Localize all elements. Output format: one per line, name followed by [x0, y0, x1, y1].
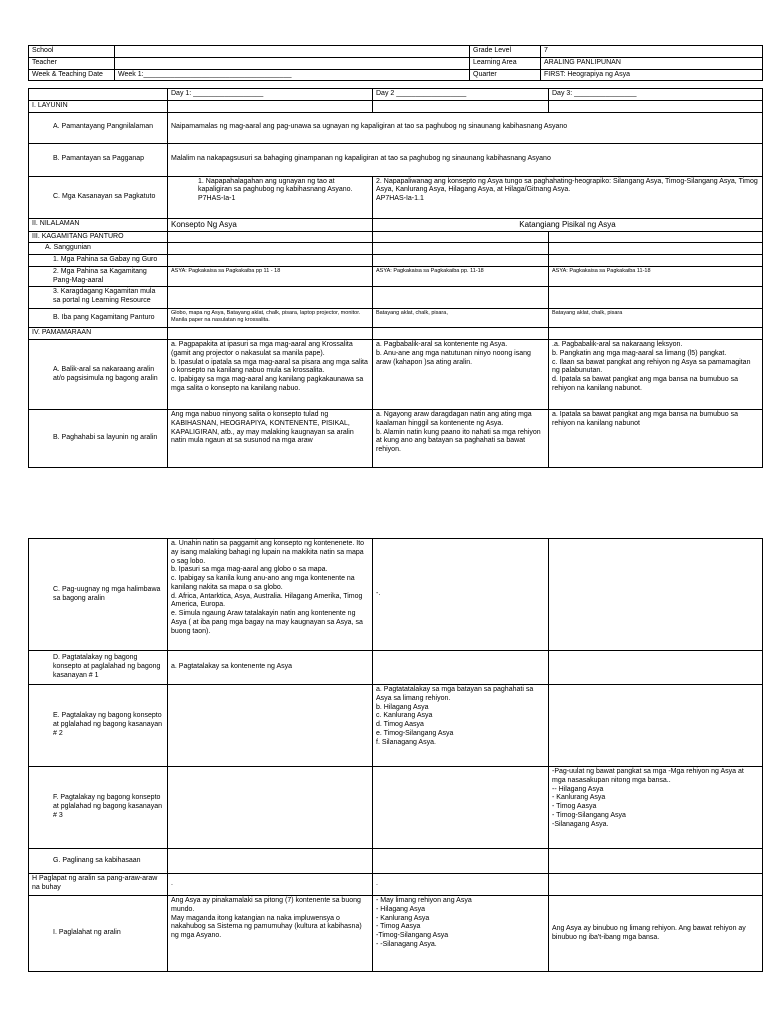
pamantayan-pagganap-text: Malalim na nakapagsusuri sa bahaging ginampanan ng kapaligiran at tao sa paghubog ng sinaunang kabihasnang Asyano [168, 143, 763, 176]
learning-area-label: Learning Area [470, 57, 541, 69]
paglalahat-day1: Ang Asya ay pinakamalaki sa pitong (7) kontenente sa buong mundo. May maganda itong katangian na naka impluwensya o nakahubog sa Sistema ng pamumuhay (kultura at kabihasna) ng mga Asyano. [168, 896, 373, 972]
pahina-mag-aaral-label: 2. Mga Pahina sa Kagamitang Pang-Mag-aaral [29, 266, 168, 287]
quarter-label: Quarter [470, 69, 541, 81]
pamantayang-pangnilalaman-label: A. Pamantayang Pangnilalaman [29, 112, 168, 143]
paglinang-label: G. Paglinang sa kabihasaan [29, 849, 168, 874]
gabay-guro-label: 1. Mga Pahina sa Gabay ng Guro [29, 255, 168, 267]
paghahabi-day3: a. Ipatala sa bawat pangkat ang mga bansa na bumubuo sa rehiyon na kanilang nabunot [549, 410, 763, 468]
nilalaman-title: II. NILALAMAN [29, 218, 168, 231]
paglapat-label: H Paglapat ng aralin sa pang-araw-araw na buhay [29, 874, 168, 896]
teacher-label: Teacher [29, 57, 115, 69]
grade-level-label: Grade Level [470, 46, 541, 58]
pagtalakay-3-label: F. Pagtalakay ng bagong konsepto at pglalahad ng bagong kasanayan # 3 [29, 767, 168, 849]
balik-aral-day2: a. Pagbabalik-aral sa kontenente ng Asya. b. Anu-ane ang mga natutunan ninyo noong isang araw (kahapon )sa ating aralin. [373, 340, 549, 410]
pag-uugnay-day1: a. Unahin natin sa paggamit ang konsepto ng kontenenete. Ito ay isang malaking bahagi ng lupain na makikita natin sa mapa o sag lobo. b. Ipasuri sa mga mag-aaral ang globo o sa mapa. c. Ipabigay sa kanila kung anu-ano ang mga kontenente na kanilang nakita sa mapa o sa globo. d. Africa, Antarktica, Asya, Australia. Hilagang Amerika, Timog America, Europa. e. Simula ngaung Araw tatalakayin natin ang kontenente ng Asya ( at iba pang mga bagay na may kaugnayan sa Asya, sa buong taon). [168, 539, 373, 651]
week-value: Week 1:______________________________________ [115, 69, 470, 81]
pagtatalakay-1-label: D. Pagtatalakay ng bagong konsepto at paglalahad ng bagong kasanayan # 1 [29, 651, 168, 685]
paglalahat-day2: - May limang rehiyon ang Asya - Hilagang Asya - Kanlurang Asya - Timog Aasya -Timog-Silangang Asya - -Silanagang Asya. [373, 896, 549, 972]
lesson-table-top [28, 88, 763, 468]
kasanayan-label: C. Mga Kasanayan sa Pagkatuto [29, 176, 168, 218]
pagtatalakay-1-day1: a. Pagtatalakay sa kontenente ng Asya [168, 651, 373, 685]
karagdagang-kagamitan-label: 3. Karagdagang Kagamitan mula sa portal ng Learning Resource [29, 287, 168, 309]
paglapat-day2: . [373, 874, 549, 896]
school-value [115, 46, 470, 58]
balik-aral-day3: .a. Pagbabalik-aral sa nakaraang leksyon. b. Pangkatin ang mga mag-aaral sa limang (l5) pangkat. c. Ilaan sa bawat pangkat ang rehiyon ng Asya sa pamamagitan ng palabunutan. d. Ipatala sa bawat pangkat ang mga bansa na bumubuo sa rehiyon na kanilang nabunot. [549, 340, 763, 410]
iba-pang-kagamitan-day3: Batayang aklat, chalk, pisara [549, 309, 763, 328]
balik-aral-day1: a. Pagpapakita at ipasuri sa mga mag-aaral ang Krossalita (gamit ang projector o nakasulat sa manila pape). b. Ipasulat o ipatala sa mga mag-aaral sa pisara ang mga salita o konsepto na kanilang nabuo mula sa krossalita. c. Ipabigay sa mga mag-aaral ang kanilang pagkakaunawa sa mga salita o konsepto na kanilang nabuo. [168, 340, 373, 410]
pag-uugnay-label: C. Pag-uugnay ng mga halimbawa sa bagong aralin [29, 539, 168, 651]
nilalaman-day23: Katangiang Pisikal ng Asya [373, 218, 763, 231]
lesson-table-bottom [28, 538, 763, 972]
header-table [28, 45, 763, 81]
kagamitan-title: III. KAGAMITANG PANTURO [29, 231, 168, 243]
layunin-title: I. LAYUNIN [29, 100, 168, 112]
paglapat-day1: . [168, 874, 373, 896]
pamamaraan-title: IV. PAMAMARAAN [29, 328, 168, 340]
iba-pang-kagamitan-day1: Globo, mapa ng Asya, Batayang aklat, chalk, pisara, laptop projector, monitor. Manila paper na nasulatan ng krossalita. [168, 309, 373, 328]
paglalahat-day3: Ang Asya ay binubuo ng limang rehiyon. Ang bawat rehiyon ay binubuo ng iba't-ibang mga bansa. [549, 896, 763, 972]
pahina-mag-aaral-day3: ASYA: Pagkakaisa sa Pagkakaiba 11-18 [549, 266, 763, 287]
day3-header: Day 3: ________________ [549, 89, 763, 101]
pagtalakay-3-day3: -Pag-uulat ng bawat pangkat sa mga -Mga rehiyon ng Asya at mga nasasakupan nitong mga bansa.. -- Hilagang Asya - Kanlurang Asya - Timog Aasya - Timog-Silangang Asya -Silanagang Asya. [549, 767, 763, 849]
nilalaman-day1: Konsepto Ng Asya [168, 218, 373, 231]
pagtalakay-2-day2: a. Pagtatatalakay sa mga batayan sa paghahati sa Asya sa limang rehiyon. b. Hilagang Asya c. Kanlurang Asya d. Timog Aasya e. Timog-Silangang Asya f. Silanagang Asya. [373, 685, 549, 767]
learning-area-value: ARALING PANLIPUNAN [541, 57, 763, 69]
day2-header: Day 2 __________________ [373, 89, 549, 101]
quarter-value: FIRST: Heograpiya ng Asya [541, 69, 763, 81]
sanggunian-label: A. Sanggunian [29, 243, 168, 255]
pamantayang-pangnilalaman-text: Naipamamalas ng mag-aaral ang pag-unawa sa ugnayan ng kapaligiran at tao sa paghubog ng sinaunang kabihasnang Asyano [168, 112, 763, 143]
pag-uugnay-day2: -. [373, 539, 549, 651]
pahina-mag-aaral-day2: ASYA: Pagkakaisa sa Pagkakaiba pp. 11-18 [373, 266, 549, 287]
pahina-mag-aaral-day1: ASYA: Pagkakaisa sa Pagkakaiba pp 11 - 18 [168, 266, 373, 287]
iba-pang-kagamitan-label: B. Iba pang Kagamitang Panturo [29, 309, 168, 328]
day1-header: Day 1: __________________ [168, 89, 373, 101]
teacher-value [115, 57, 470, 69]
pamantayan-pagganap-label: B. Pamantayan sa Pagganap [29, 143, 168, 176]
iba-pang-kagamitan-day2: Batayang aklat, chalk, pisara, [373, 309, 549, 328]
week-label: Week & Teaching Date [29, 69, 115, 81]
balik-aral-label: A. Balik-aral sa nakaraang aralin at/o pagsisimula ng bagong aralin [29, 340, 168, 410]
paghahabi-day2: a. Ngayong araw daragdagan natin ang ating mga kaalaman hinggil sa kontenente ng Asya. b. Alamin natin kung paano ito nahati sa mga rehiyon at kung ano ang batayan sa paghahati sa bawat rehiyon. [373, 410, 549, 468]
kasanayan-day1: 1. Napapahalagahan ang ugnayan ng tao at kapaligiran sa paghubog ng kabihasnang Asyano. P7HAS-Ia-1 [168, 176, 373, 218]
pagtalakay-2-label: E. Pagtalakay ng bagong konsepto at pglalahad ng bagong kasanayan # 2 [29, 685, 168, 767]
paghahabi-day1: Ang mga nabuo ninyong salita o konsepto tulad ng KABIHASNAN, HEOGRAPIYA, KONTENENTE, PISIKAL, KAPALIGIRAN, atb., ay may malaking kaugnayan sa aralin natin mula ngaun at sa susunod na mga araw [168, 410, 373, 468]
grade-level-value: 7 [541, 46, 763, 58]
kasanayan-day23: 2. Napapaliwanag ang konsepto ng Asya tungo sa paghahating-heograpiko: Silangang Asya, Timog-Silangang Asya, Timog Asya, Kanlurang Asya, Hilagang Asya, at Hilaga/Gitnang Asya. AP7HAS-Ia-1.1 [373, 176, 763, 218]
paghahabi-label: B. Paghahabi sa layunin ng aralin [29, 410, 168, 468]
school-label: School [29, 46, 115, 58]
paglalahat-label: I. Paglalahat ng aralin [29, 896, 168, 972]
